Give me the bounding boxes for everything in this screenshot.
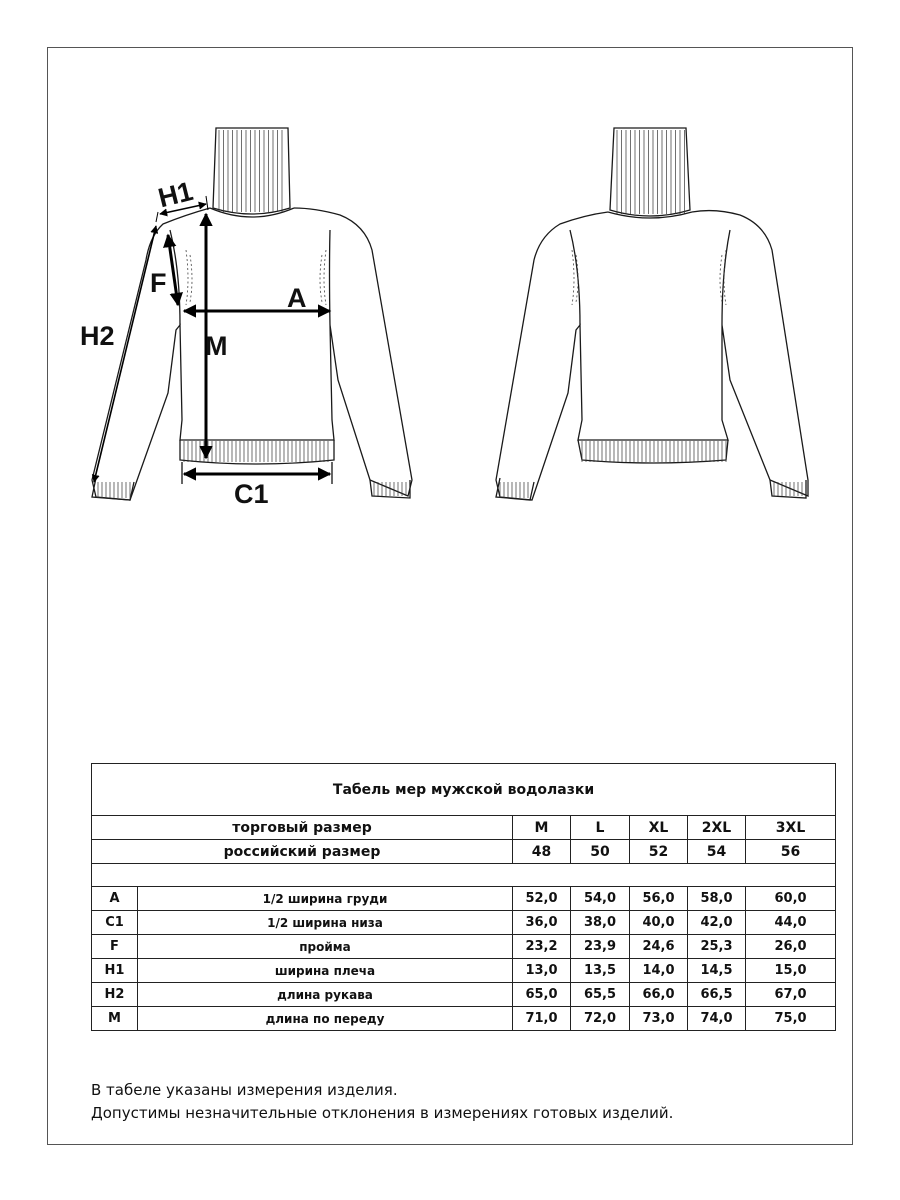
measurement-value: 66,0 (630, 983, 688, 1007)
trade-size-cell: M (513, 816, 571, 840)
measurement-value: 13,0 (513, 959, 571, 983)
table-title: Табель мер мужской водолазки (92, 764, 836, 816)
label-m: M (205, 331, 228, 361)
table-row (92, 935, 836, 959)
measurement-description: пройма (138, 935, 513, 959)
measurement-value: 56,0 (630, 887, 688, 911)
measurement-value: 65,0 (513, 983, 571, 1007)
measurement-code: A (92, 887, 138, 911)
russian-size-cell: 56 (746, 840, 836, 864)
measurement-value: 36,0 (513, 911, 571, 935)
trade-size-cell: 2XL (688, 816, 746, 840)
measurement-value: 52,0 (513, 887, 571, 911)
measurement-code: C1 (92, 911, 138, 935)
trade-size-cell: L (571, 816, 630, 840)
trade-size-label: торговый размер (92, 816, 513, 840)
measurement-value: 66,5 (688, 983, 746, 1007)
measurement-description: ширина плеча (138, 959, 513, 983)
table-row (92, 911, 836, 935)
table-spacer-row (92, 864, 836, 887)
measurement-code: H2 (92, 983, 138, 1007)
measurement-value: 73,0 (630, 1007, 688, 1031)
russian-size-cell: 50 (571, 840, 630, 864)
measurement-value: 38,0 (571, 911, 630, 935)
russian-size-label: российский размер (92, 840, 513, 864)
label-h1: H1 (155, 175, 196, 214)
back-sweater-drawing-icon (496, 128, 808, 500)
measurement-value: 40,0 (630, 911, 688, 935)
front-sweater-drawing-icon (92, 128, 412, 500)
sweater-diagram (0, 0, 900, 560)
measurement-code: F (92, 935, 138, 959)
measurement-value: 42,0 (688, 911, 746, 935)
table-row (92, 1007, 836, 1031)
measurement-value: 15,0 (746, 959, 836, 983)
measurement-value: 58,0 (688, 887, 746, 911)
measurement-description: длина рукава (138, 983, 513, 1007)
measurement-value: 75,0 (746, 1007, 836, 1031)
measurement-description: 1/2 ширина груди (138, 887, 513, 911)
measurement-value: 14,5 (688, 959, 746, 983)
label-h2: H2 (80, 321, 115, 351)
russian-size-cell: 54 (688, 840, 746, 864)
measurement-value: 72,0 (571, 1007, 630, 1031)
measurement-code: H1 (92, 959, 138, 983)
measurement-code: M (92, 1007, 138, 1031)
measurement-value: 67,0 (746, 983, 836, 1007)
measurement-value: 54,0 (571, 887, 630, 911)
notes (91, 1079, 673, 1125)
russian-size-cell: 48 (513, 840, 571, 864)
trade-size-cell: 3XL (746, 816, 836, 840)
measurement-value: 44,0 (746, 911, 836, 935)
measurement-value: 23,2 (513, 935, 571, 959)
measurement-value: 26,0 (746, 935, 836, 959)
measurement-description: длина по переду (138, 1007, 513, 1031)
table-row (92, 887, 836, 911)
table-row (92, 959, 836, 983)
measurement-value: 65,5 (571, 983, 630, 1007)
label-c1: C1 (234, 479, 269, 509)
measurement-value: 74,0 (688, 1007, 746, 1031)
measurement-table (91, 763, 836, 1031)
label-a: A (287, 283, 307, 313)
measurement-description: 1/2 ширина низа (138, 911, 513, 935)
measurement-value: 13,5 (571, 959, 630, 983)
note-line-2: Допустимы незначительные отклонения в измерениях готовых изделий. (91, 1104, 674, 1122)
measurement-value: 60,0 (746, 887, 836, 911)
measurement-value: 25,3 (688, 935, 746, 959)
russian-size-cell: 52 (630, 840, 688, 864)
trade-size-cell: XL (630, 816, 688, 840)
note-line-1: В табеле указаны измерения изделия. (91, 1081, 398, 1099)
label-f: F (150, 268, 167, 298)
measurement-value: 14,0 (630, 959, 688, 983)
table-row (92, 983, 836, 1007)
measurement-value: 24,6 (630, 935, 688, 959)
measurement-value: 23,9 (571, 935, 630, 959)
measurement-value: 71,0 (513, 1007, 571, 1031)
